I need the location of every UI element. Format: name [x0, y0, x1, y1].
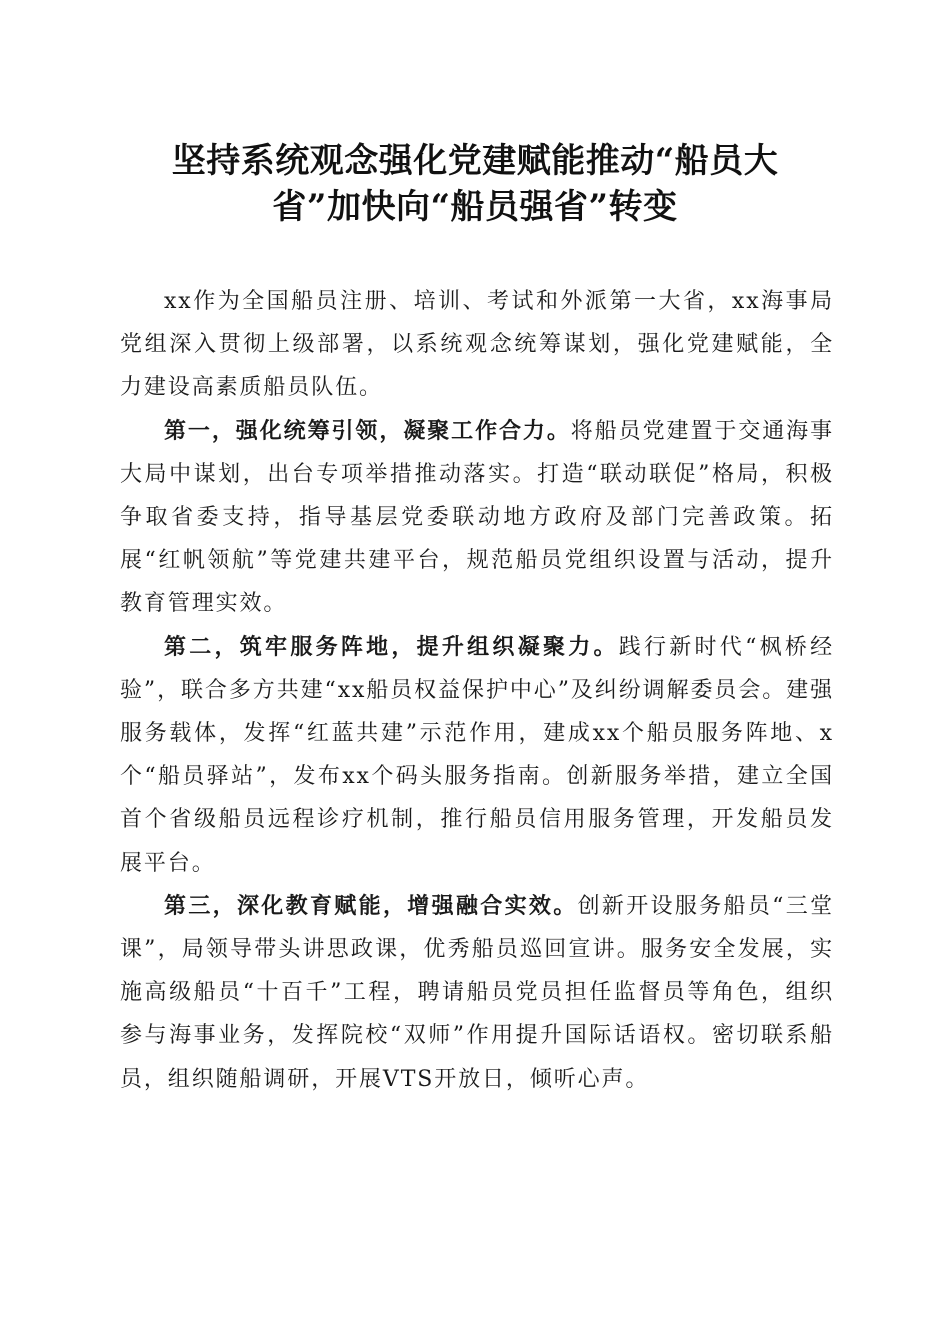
section-one-paragraph: [120, 410, 834, 626]
document-body: [120, 280, 834, 1101]
title-line-2: 省”加快向“船员强省”转变: [272, 187, 678, 227]
section-one-heading: 第一，强化统筹引领，凝聚工作合力。: [164, 417, 571, 444]
paragraph-text: 将船员党建置于交通海事大局中谋划，出台专项举措推动落实。打造“联动联促”格局，积极争取省委支持，指导基层党委联动地方政府及部门完善政策。拓展“红帆领航”等党建共建平台，规范船员党组织设置与活动，提升教育管理实效。: [120, 418, 834, 617]
section-two-paragraph: [120, 626, 834, 885]
paragraph-text: 创新开设服务船员“三堂课”，局领导带头讲思政课，优秀船员巡回宣讲。服务安全发展，实施高级船员“十百千”工程，聘请船员党员担任监督员等角色，组织参与海事业务，发挥院校“双师”作用提升国际话语权。密切联系船员，组织随船调研，开展VTS开放日，倾听心声。: [120, 893, 834, 1092]
title-line-1: 坚持系统观念强化党建赋能推动“船员大: [171, 141, 779, 181]
document-title: [120, 138, 830, 230]
section-three-paragraph: [120, 885, 834, 1101]
paragraph-text: xx作为全国船员注册、培训、考试和外派第一大省，xx海事局党组深入贯彻上级部署，以系统观念统筹谋划，强化党建赋能，全力建设高素质船员队伍。: [120, 289, 834, 401]
section-three-heading: 第三，深化教育赋能，增强融合实效。: [164, 892, 578, 919]
paragraph-text: 践行新时代“枫桥经验”，联合多方共建“xx船员权益保护中心”及纠纷调解委员会。建强服务载体，发挥“红蓝共建”示范作用，建成xx个船员服务阵地、x个“船员驿站”，发布xx个码头服务指南。创新服务举措，建立全国首个省级船员远程诊疗机制，推行船员信用服务管理，开发船员发展平台。: [120, 634, 835, 876]
section-two-heading: 第二，筑牢服务阵地，提升组织凝聚力。: [164, 633, 619, 660]
intro-paragraph: [120, 280, 834, 410]
